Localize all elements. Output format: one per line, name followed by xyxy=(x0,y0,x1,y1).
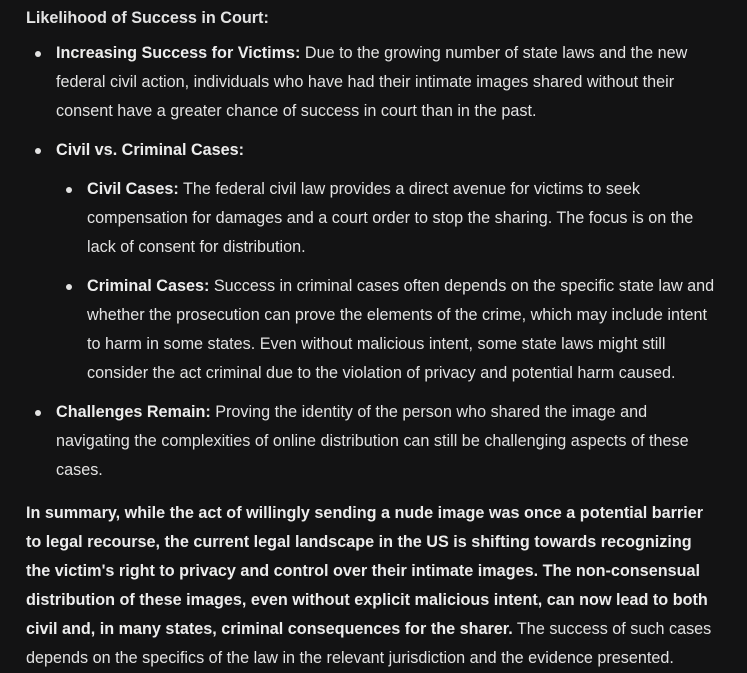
sub-bullet-civil-cases xyxy=(56,175,718,262)
sub-bullet-list xyxy=(56,175,718,388)
sub-bullet-title: Civil Cases: xyxy=(87,180,179,198)
summary-bold-text: In summary, while the act of willingly sending a nude image was once a potential barrier to legal recourse, the current legal landscape in the US is shifting towards recognizing the victim's right to privacy and control over their intimate images. The non-consensual distribution of these images, even without explicit malicious intent, can now lead to both civil and, in many states, criminal consequences for the sharer. xyxy=(26,504,708,638)
bullet-list xyxy=(26,39,718,485)
bullet-title: Increasing Success for Victims: xyxy=(56,44,301,62)
sub-bullet-text: Success in criminal cases often depends on the specific state law and whether the prosecution can prove the elements of the crime, which may include intent to harm in some states. Even without malicious intent, some state laws might still consider the act criminal due to the violation of privacy and potential harm caused. xyxy=(87,277,715,382)
bullet-title: Challenges Remain: xyxy=(56,403,211,421)
bullet-text: Proving the identity of the person who shared the image and navigating the complexities of online distribution can still be challenging aspects of these cases. xyxy=(56,403,689,479)
summary-paragraph xyxy=(26,499,718,673)
section-heading: Likelihood of Success in Court: xyxy=(26,9,269,27)
bullet-text: Due to the growing number of state laws and the new federal civil action, individuals who have had their intimate images shared without their consent have a greater chance of success in court than in the past. xyxy=(56,44,688,120)
bullet-challenges-remain xyxy=(26,398,718,485)
bullet-civil-vs-criminal xyxy=(26,136,718,388)
sub-bullet-text: The federal civil law provides a direct avenue for victims to seek compensation for damages and a court order to stop the sharing. The focus is on the lack of consent for distribution. xyxy=(87,180,694,256)
bullet-title: Civil vs. Criminal Cases: xyxy=(56,141,245,159)
sub-bullet-criminal-cases xyxy=(56,272,718,388)
sub-bullet-title: Criminal Cases: xyxy=(87,277,210,295)
bullet-increasing-success xyxy=(26,39,718,126)
summary-text: The success of such cases depends on the specifics of the law in the relevant jurisdiction and the evidence presented. xyxy=(26,620,712,667)
